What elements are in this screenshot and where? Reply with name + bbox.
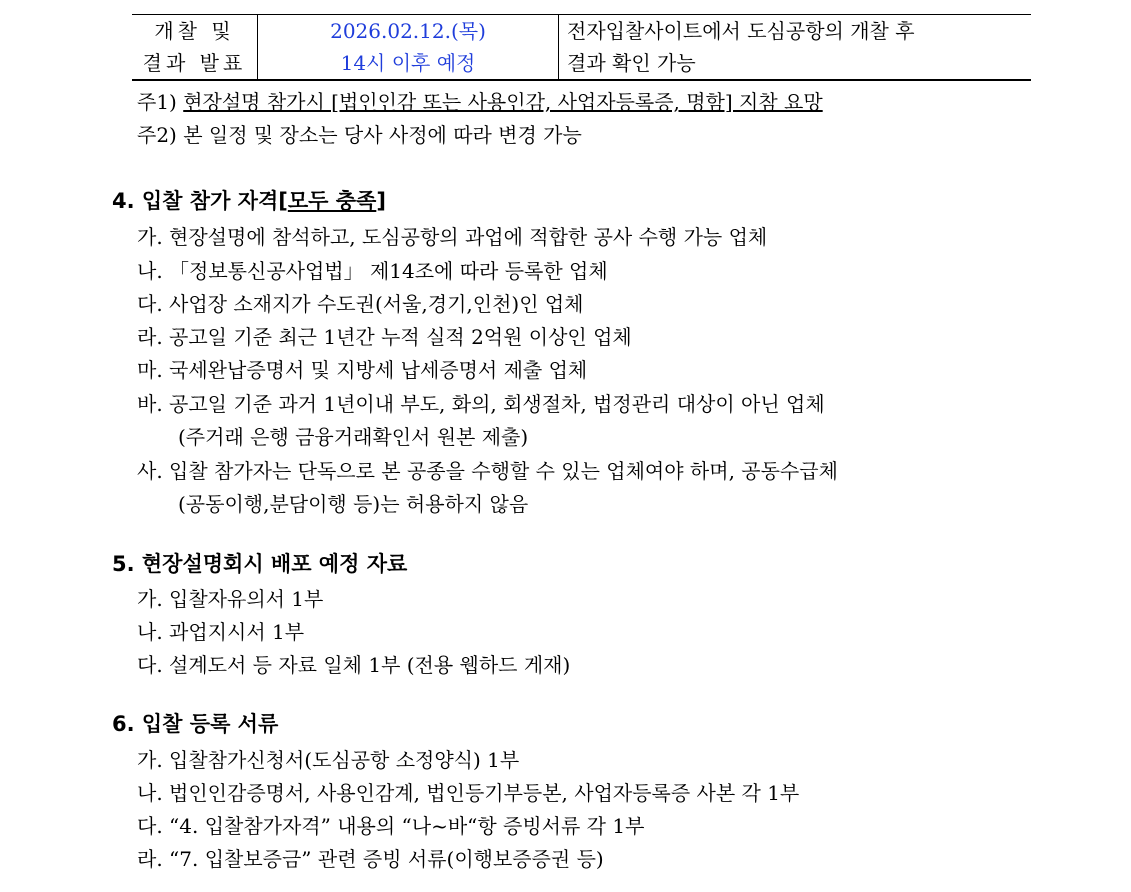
schedule-label-cell [132,15,258,81]
section-5-item: 나. 과업지시서 1부 [137,620,305,644]
schedule-label-line2: 결과 발표 [142,51,247,75]
section-5-item: 다. 설계도서 등 자료 일체 1부 (전용 웹하드 게재) [137,653,571,677]
section-6-item: 다. “4. 입찰참가자격” 내용의 “나~바“항 증빙서류 각 1부 [137,814,645,838]
schedule-date-line1: 2026.02.12.(목) [330,19,486,43]
section-5-heading: 5. 현장설명회시 배포 예정 자료 [112,552,408,576]
section-6-item: 가. 입찰참가신청서(도심공항 소정양식) 1부 [137,748,520,772]
section-4-heading-suffix: ] [376,189,386,213]
schedule-desc-line2: 결과 확인 가능 [567,51,696,75]
section-4-item-continuation: (공동이행,분담이행 등)는 허용하지 않음 [178,492,529,516]
schedule-desc-cell [559,15,1032,81]
section-4-item: 마. 국세완납증명서 및 지방세 납세증명서 제출 업체 [137,358,588,382]
section-4-item: 가. 현장설명에 참석하고, 도심공항의 과업에 적합한 공사 수행 가능 업체 [137,225,768,249]
schedule-table [132,14,1031,81]
section-4-item: 나. 「정보통신공사업법」 제14조에 따라 등록한 업체 [137,259,608,283]
schedule-date-line2: 14시 이후 예정 [340,51,476,75]
section-6-heading: 6. 입찰 등록 서류 [112,712,279,736]
schedule-date-cell [258,15,559,81]
section-4-heading [112,185,386,218]
section-4-item: 라. 공고일 기준 최근 1년간 누적 실적 2억원 이상인 업체 [137,325,632,349]
section-4-item: 바. 공고일 기준 과거 1년이내 부도, 화의, 회생절차, 법정관리 대상이 아닌 업체 [137,392,825,416]
schedule-label-line1: 개찰 및 [154,19,235,43]
note-1-text: 현장설명 참가시 [법인인감 또는 사용인감, 사업자등록증, 명함] 지참 요망 [183,90,823,114]
section-4-item-continuation: (주거래 은행 금융거래확인서 원본 제출) [178,425,529,449]
section-4-heading-underlined: 모두 충족 [287,189,377,213]
section-6-item: 나. 법인인감증명서, 사용인감계, 법인등기부등본, 사업자등록증 사본 각 1부 [137,781,800,805]
note-1 [137,86,823,119]
schedule-desc-line1: 전자입찰사이트에서 도심공항의 개찰 후 [567,19,915,43]
section-6-item: 라. “7. 입찰보증금” 관련 증빙 서류(이행보증증권 등) [137,847,604,871]
section-5-item: 가. 입찰자유의서 1부 [137,587,324,611]
note-2: 주2) 본 일정 및 장소는 당사 사정에 따라 변경 가능 [137,123,582,147]
section-4-item: 사. 입찰 참가자는 단독으로 본 공종을 수행할 수 있는 업체여야 하며, 공동수급체 [137,459,838,483]
note-1-prefix: 주1) [137,90,184,114]
section-4-heading-prefix: 4. 입찰 참가 자격[ [112,189,288,213]
section-4-item: 다. 사업장 소재지가 수도권(서울,경기,인천)인 업체 [137,292,584,316]
